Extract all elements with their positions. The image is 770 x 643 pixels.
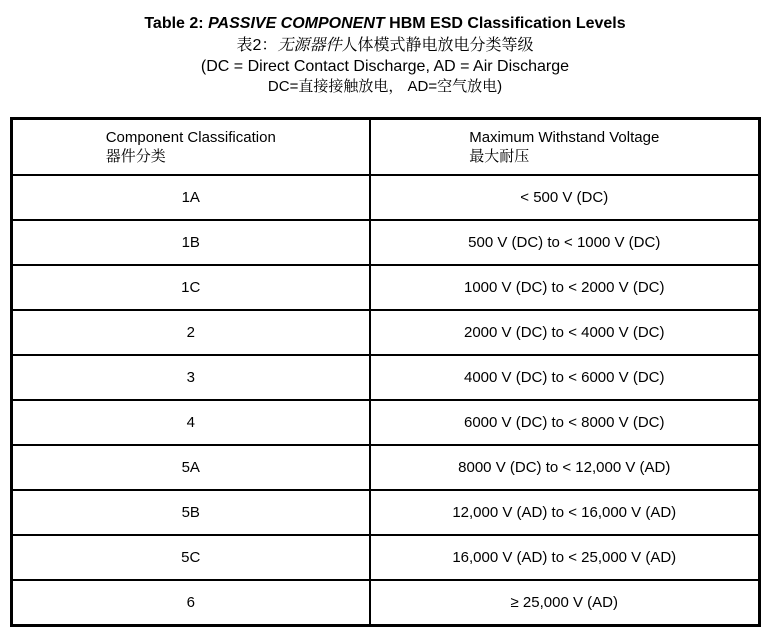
voltage-cell	[370, 175, 760, 220]
classification-value: 2	[186, 324, 195, 341]
classification-cell	[12, 220, 370, 265]
header-maximum-withstand-voltage	[370, 119, 760, 176]
table-row	[12, 490, 760, 535]
table-row	[12, 445, 760, 490]
header-col2-chinese: 最大耐压	[469, 148, 530, 165]
classification-cell	[12, 175, 370, 220]
voltage-value: 12,000 V (AD) to < 16,000 V (AD)	[452, 504, 677, 521]
classification-value: 1B	[181, 234, 200, 251]
voltage-value: 2000 V (DC) to < 4000 V (DC)	[463, 324, 665, 341]
classification-cell	[12, 535, 370, 580]
voltage-cell	[370, 580, 760, 626]
voltage-value: ≥ 25,000 V (AD)	[510, 594, 618, 611]
classification-value: 5B	[181, 504, 200, 521]
voltage-cell	[370, 400, 760, 445]
voltage-cell	[370, 355, 760, 400]
voltage-cell	[370, 310, 760, 355]
table-row	[12, 310, 760, 355]
classification-cell	[12, 355, 370, 400]
table-body	[12, 175, 760, 626]
voltage-cell	[370, 445, 760, 490]
classification-cell	[12, 310, 370, 355]
classification-value: 1C	[181, 279, 201, 296]
classification-value: 6	[186, 594, 195, 611]
voltage-cell	[370, 535, 760, 580]
table-row	[12, 175, 760, 220]
legend-chinese: DC=直接接触放电， AD=空气放电)	[267, 78, 503, 95]
classification-cell	[12, 490, 370, 535]
header-component-classification	[12, 119, 370, 176]
title-suffix: HBM ESD Classification Levels	[384, 15, 626, 32]
header-component-classification-text	[106, 128, 276, 166]
table-header-row	[12, 119, 760, 176]
voltage-value: 500 V (DC) to < 1000 V (DC)	[468, 234, 661, 251]
classification-value: 4	[186, 414, 195, 431]
voltage-value: 1000 V (DC) to < 2000 V (DC)	[463, 279, 665, 296]
voltage-value: 16,000 V (AD) to < 25,000 V (AD)	[452, 549, 677, 566]
header-col1-english: Component Classification	[105, 129, 276, 146]
table-row	[12, 535, 760, 580]
title-italic-phrase: PASSIVE COMPONENT	[208, 15, 385, 32]
table-row	[12, 400, 760, 445]
voltage-value: 6000 V (DC) to < 8000 V (DC)	[463, 414, 665, 431]
table-title-chinese	[0, 35, 770, 56]
voltage-value: 8000 V (DC) to < 12,000 V (AD)	[458, 459, 671, 476]
classification-value: 5A	[181, 459, 200, 476]
title-zh-italic-phrase: 无源器件	[277, 37, 342, 54]
title-zh-prefix: 表2：	[236, 37, 278, 54]
table-row	[12, 265, 760, 310]
voltage-value: < 500 V (DC)	[520, 189, 609, 206]
classification-cell	[12, 580, 370, 626]
header-maximum-withstand-voltage-text	[469, 128, 659, 166]
title-prefix: Table 2:	[144, 15, 209, 32]
table-row	[12, 580, 760, 626]
table-row	[12, 220, 760, 265]
title-zh-suffix: 人体模式静电放电分类等级	[341, 37, 534, 54]
classification-cell	[12, 400, 370, 445]
table-title-block	[0, 0, 770, 97]
voltage-cell	[370, 220, 760, 265]
voltage-cell	[370, 265, 760, 310]
esd-classification-table	[10, 117, 761, 627]
legend-english: (DC = Direct Contact Discharge, AD = Air Discharge	[200, 58, 570, 75]
header-col2-english: Maximum Withstand Voltage	[469, 129, 660, 146]
classification-value: 5C	[181, 549, 201, 566]
classification-value: 3	[186, 369, 195, 386]
classification-cell	[12, 445, 370, 490]
table-title-english	[0, 13, 770, 35]
header-col1-chinese: 器件分类	[105, 148, 166, 165]
voltage-value: 4000 V (DC) to < 6000 V (DC)	[463, 369, 665, 386]
classification-value: 1A	[181, 189, 200, 206]
classification-cell	[12, 265, 370, 310]
voltage-cell	[370, 490, 760, 535]
table-row	[12, 355, 760, 400]
